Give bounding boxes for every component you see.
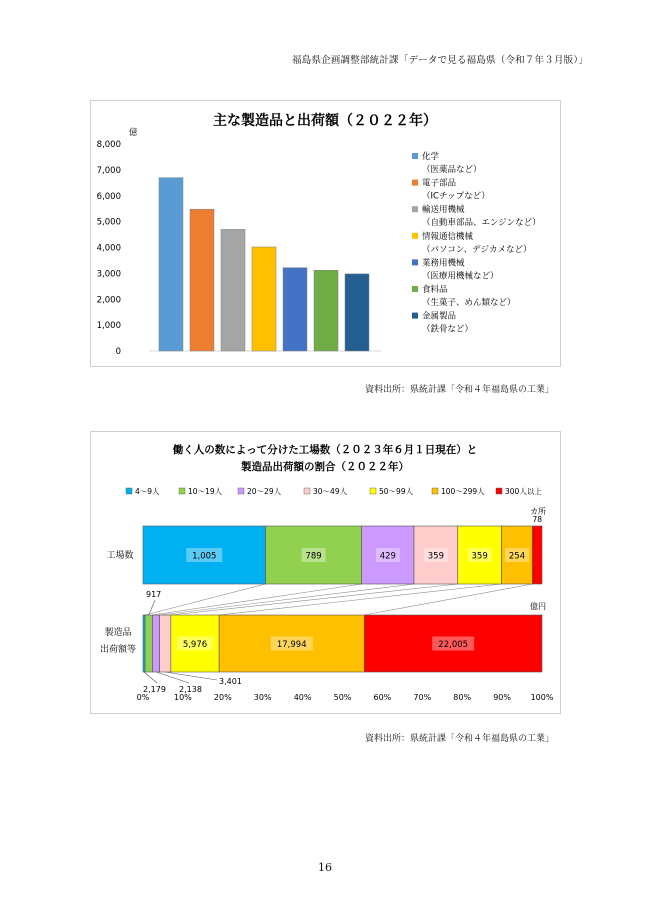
y-tick-label: 1,000 — [96, 321, 121, 332]
x-tick-label: 60% — [373, 693, 392, 702]
legend-swatch — [412, 153, 418, 159]
page-header: 福島県企画調整部統計課「データで見る福島県（令和７年３月版）」 — [292, 55, 588, 66]
legend-label: 輸送用機械 — [422, 205, 465, 216]
data-label-outside: 78 — [532, 515, 543, 524]
legend-label: 50～99人 — [379, 487, 414, 496]
callout-label: 2,179 — [143, 685, 166, 694]
chart-title-line-2: 製造品出荷額の割合（２０２２年） — [241, 461, 409, 473]
segment-shipments-3 — [152, 615, 159, 672]
y-tick-label: 0 — [115, 347, 121, 357]
legend-swatch — [412, 206, 418, 212]
legend-swatch — [412, 233, 418, 239]
legend-label: 10～19人 — [188, 487, 223, 496]
legend-label: 金属製品 — [422, 311, 457, 322]
x-tick-label: 0% — [136, 693, 150, 702]
legend-swatch — [412, 259, 418, 265]
legend-sublabel: （医療用機械など） — [422, 271, 499, 282]
callout-label: 917 — [146, 590, 162, 599]
callout-label: 3,401 — [219, 677, 242, 686]
data-label: 5,976 — [182, 640, 208, 650]
connector-line — [171, 584, 458, 615]
y-tick-label: 7,000 — [96, 165, 121, 176]
legend-swatch — [238, 488, 244, 494]
category-label: 製造品 — [104, 628, 132, 638]
segment-shipments-4 — [160, 615, 171, 672]
legend-swatch — [412, 286, 418, 292]
legend-sublabel: （自動車部品、エンジンなど） — [422, 218, 541, 229]
category-label: 出荷額等 — [99, 645, 137, 655]
legend-sublabel: （鉄骨など） — [422, 324, 474, 335]
legend-label: 食料品 — [422, 285, 448, 295]
connector-line — [364, 584, 532, 615]
y-tick-label: 5,000 — [96, 217, 121, 228]
legend-label: 300人以上 — [505, 487, 542, 496]
bar-7 — [345, 274, 369, 351]
legend-swatch — [126, 488, 132, 494]
bar-6 — [314, 270, 338, 351]
segment-factories-7 — [532, 526, 542, 584]
source-note: 資料出所：県統計課「令和４年福島県の工業」 — [364, 385, 554, 395]
chart-title-line-1: 働く人の数によって分けた工場数（２０２３年６月１日現在）と — [172, 444, 478, 456]
data-label: 1,005 — [192, 551, 217, 562]
unit-label-factories: カ所 — [530, 507, 546, 516]
category-label: 工場数 — [106, 551, 134, 561]
segment-shipments-1 — [143, 615, 145, 672]
y-tick-label: 6,000 — [96, 191, 121, 202]
connector-line — [145, 584, 265, 615]
legend-label: 化学 — [422, 152, 440, 162]
segment-shipments-2 — [145, 615, 152, 672]
bar-5 — [283, 268, 307, 351]
unit-label-shipments: 億円 — [530, 602, 546, 611]
data-label: 789 — [305, 551, 322, 562]
connector-line — [152, 584, 361, 615]
x-tick-label: 40% — [293, 693, 312, 702]
legend-label: 4～9人 — [135, 487, 160, 496]
bar-3 — [221, 229, 245, 351]
legend-label: 電子部品 — [422, 178, 457, 189]
legend-swatch — [412, 313, 418, 319]
x-tick-label: 70% — [413, 693, 432, 702]
y-tick-label: 2,000 — [96, 295, 121, 306]
chart-panel-factories — [90, 431, 561, 714]
legend-swatch — [304, 488, 310, 494]
legend-sublabel: （ICチップなど） — [422, 191, 490, 202]
legend-label: 業務用機械 — [422, 258, 465, 269]
callout-label: 2,138 — [179, 685, 202, 694]
legend-label: 30～49人 — [313, 487, 348, 496]
bar-4 — [252, 247, 276, 351]
connector-line — [219, 584, 501, 615]
y-tick-label: 3,000 — [96, 269, 121, 280]
chart-panel-products — [90, 100, 561, 367]
callout-leader — [144, 672, 157, 683]
callout-leader — [156, 672, 189, 683]
x-tick-label: 10% — [174, 693, 192, 702]
legend-sublabel: （パソコン、デジカメなど） — [422, 244, 532, 255]
y-tick-label: 4,000 — [96, 243, 121, 254]
data-label: 22,005 — [438, 640, 469, 650]
page-number: 16 — [318, 861, 332, 874]
source-note: 資料出所：県統計課「令和４年福島県の工業」 — [364, 734, 554, 744]
data-label: 17,994 — [276, 640, 307, 650]
legend-swatch — [179, 488, 185, 494]
connector-line — [160, 584, 414, 615]
data-label: 359 — [471, 551, 488, 562]
legend-swatch — [370, 488, 376, 494]
x-tick-label: 90% — [493, 693, 511, 702]
x-tick-label: 100% — [530, 693, 554, 702]
x-tick-label: 50% — [333, 693, 352, 702]
bar-1 — [159, 178, 183, 351]
data-label: 429 — [379, 551, 396, 562]
y-tick-label: 8,000 — [96, 140, 121, 150]
legend-label: 100～299人 — [441, 487, 485, 496]
legend-swatch — [432, 488, 438, 494]
legend-label: 20～29人 — [247, 487, 282, 496]
products-bar-chart — [91, 101, 560, 366]
legend-swatch — [496, 488, 502, 494]
legend-sublabel: （生菓子、めん類など） — [422, 298, 516, 308]
x-tick-label: 80% — [453, 693, 472, 702]
bar-2 — [190, 209, 214, 351]
factories-stacked-bar-chart — [91, 432, 560, 713]
x-tick-label: 30% — [253, 693, 272, 702]
x-tick-label: 20% — [213, 693, 232, 702]
legend-sublabel: （医薬品など） — [422, 165, 482, 175]
legend-label: 情報通信機械 — [422, 231, 474, 242]
y-axis-unit: 億 — [129, 128, 138, 138]
callout-leader — [165, 672, 217, 680]
data-label: 254 — [508, 551, 526, 562]
chart-title: 主な製造品と出荷額（２０２２年） — [213, 113, 437, 129]
legend-swatch — [412, 180, 418, 186]
data-label: 359 — [427, 551, 444, 562]
